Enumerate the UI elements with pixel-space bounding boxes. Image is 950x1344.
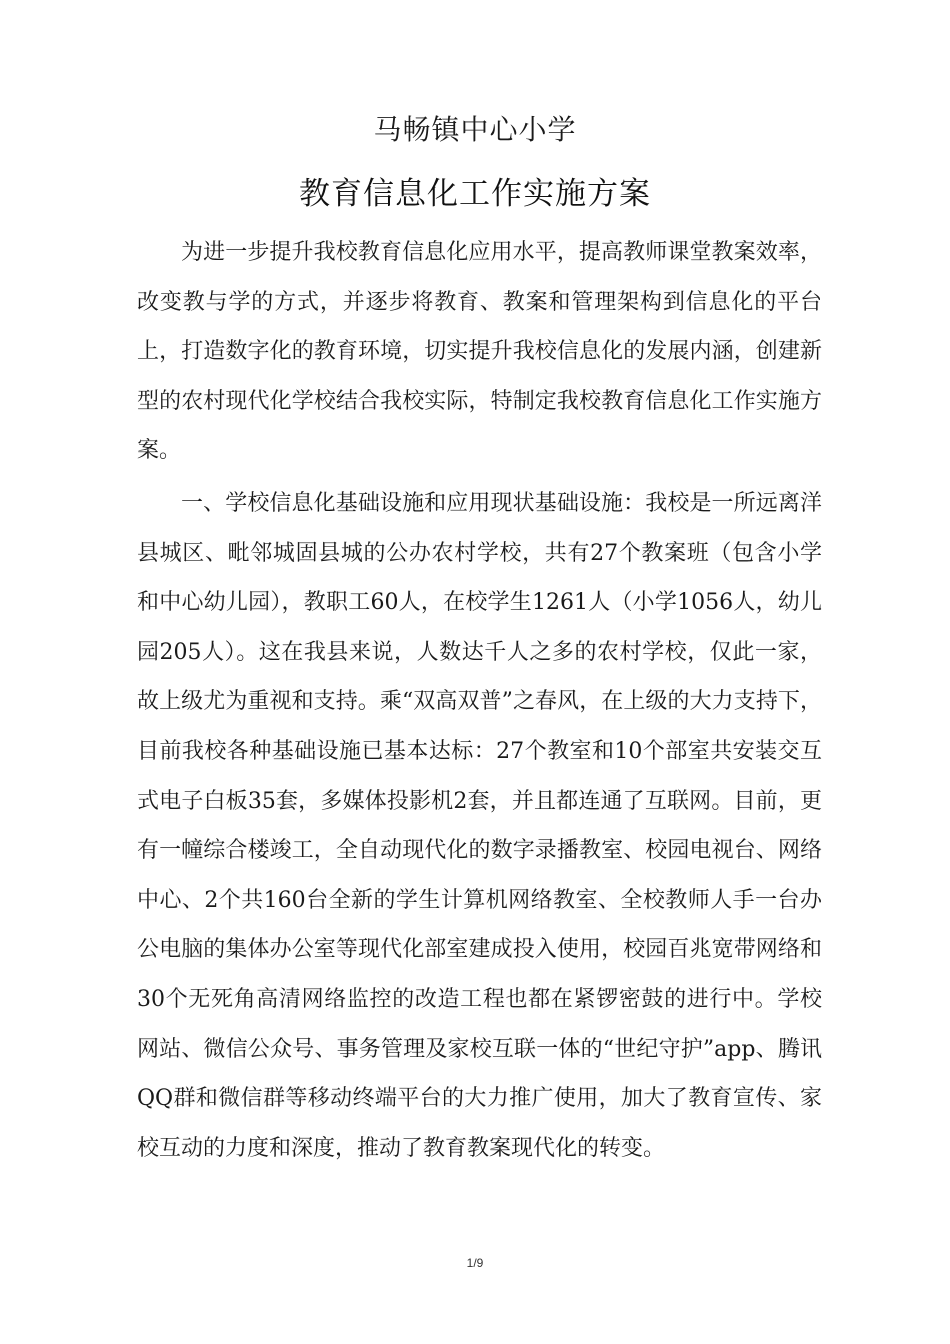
document-title: 教育信息化工作实施方案 <box>299 176 651 212</box>
paragraph-intro: 为进一步提升我校教育信息化应用水平，提高教师课堂教案效率，改变教与学的方式，并逐步将教育、教案和管理架构到信息化的平台上，打造数字化的教育环境，切实提升我校信息化的发展内涵，创建新型的农村现代化学校结合我校实际，特制定我校教育信息化工作实施方案。 <box>137 240 822 464</box>
document-body <box>137 228 822 1173</box>
school-name-heading: 马畅镇中心小学 <box>373 113 577 146</box>
page-number: 1/9 <box>466 1256 484 1270</box>
paragraph-section-1: 一、学校信息化基础设施和应用现状基础设施：我校是一所远离洋县城区、毗邻城固县城的公办农村学校，共有27个教案班（包含小学和中心幼儿园），教职工60人，在校学生1261人（小学1056人，幼儿园205人）。这在我县来说，人数达千人之多的农村学校，仅此一家，故上级尤为重视和支持。乘“双高双普”之春风，在上级的大力支持下，目前我校各种基础设施已基本达标：27个教室和10个部室共安装交互式电子白板35套，多媒体投影机2套，并且都连通了互联网。目前，更有一幢综合楼竣工，全自动现代化的数字录播教室、校园电视台、网络中心、2个共160台全新的学生计算机网络教室、全校教师人手一台办公电脑的集体办公室等现代化部室建成投入使用，校园百兆宽带网络和30个无死角高清网络监控的改造工程也都在紧锣密鼓的进行中。学校网站、微信公众号、事务管理及家校互联一体的“世纪守护”app、腾讯QQ群和微信群等移动终端平台的大力推广使用，加大了教育宣传、家校互动的力度和深度，推动了教育教案现代化的转变。 <box>137 490 822 1161</box>
